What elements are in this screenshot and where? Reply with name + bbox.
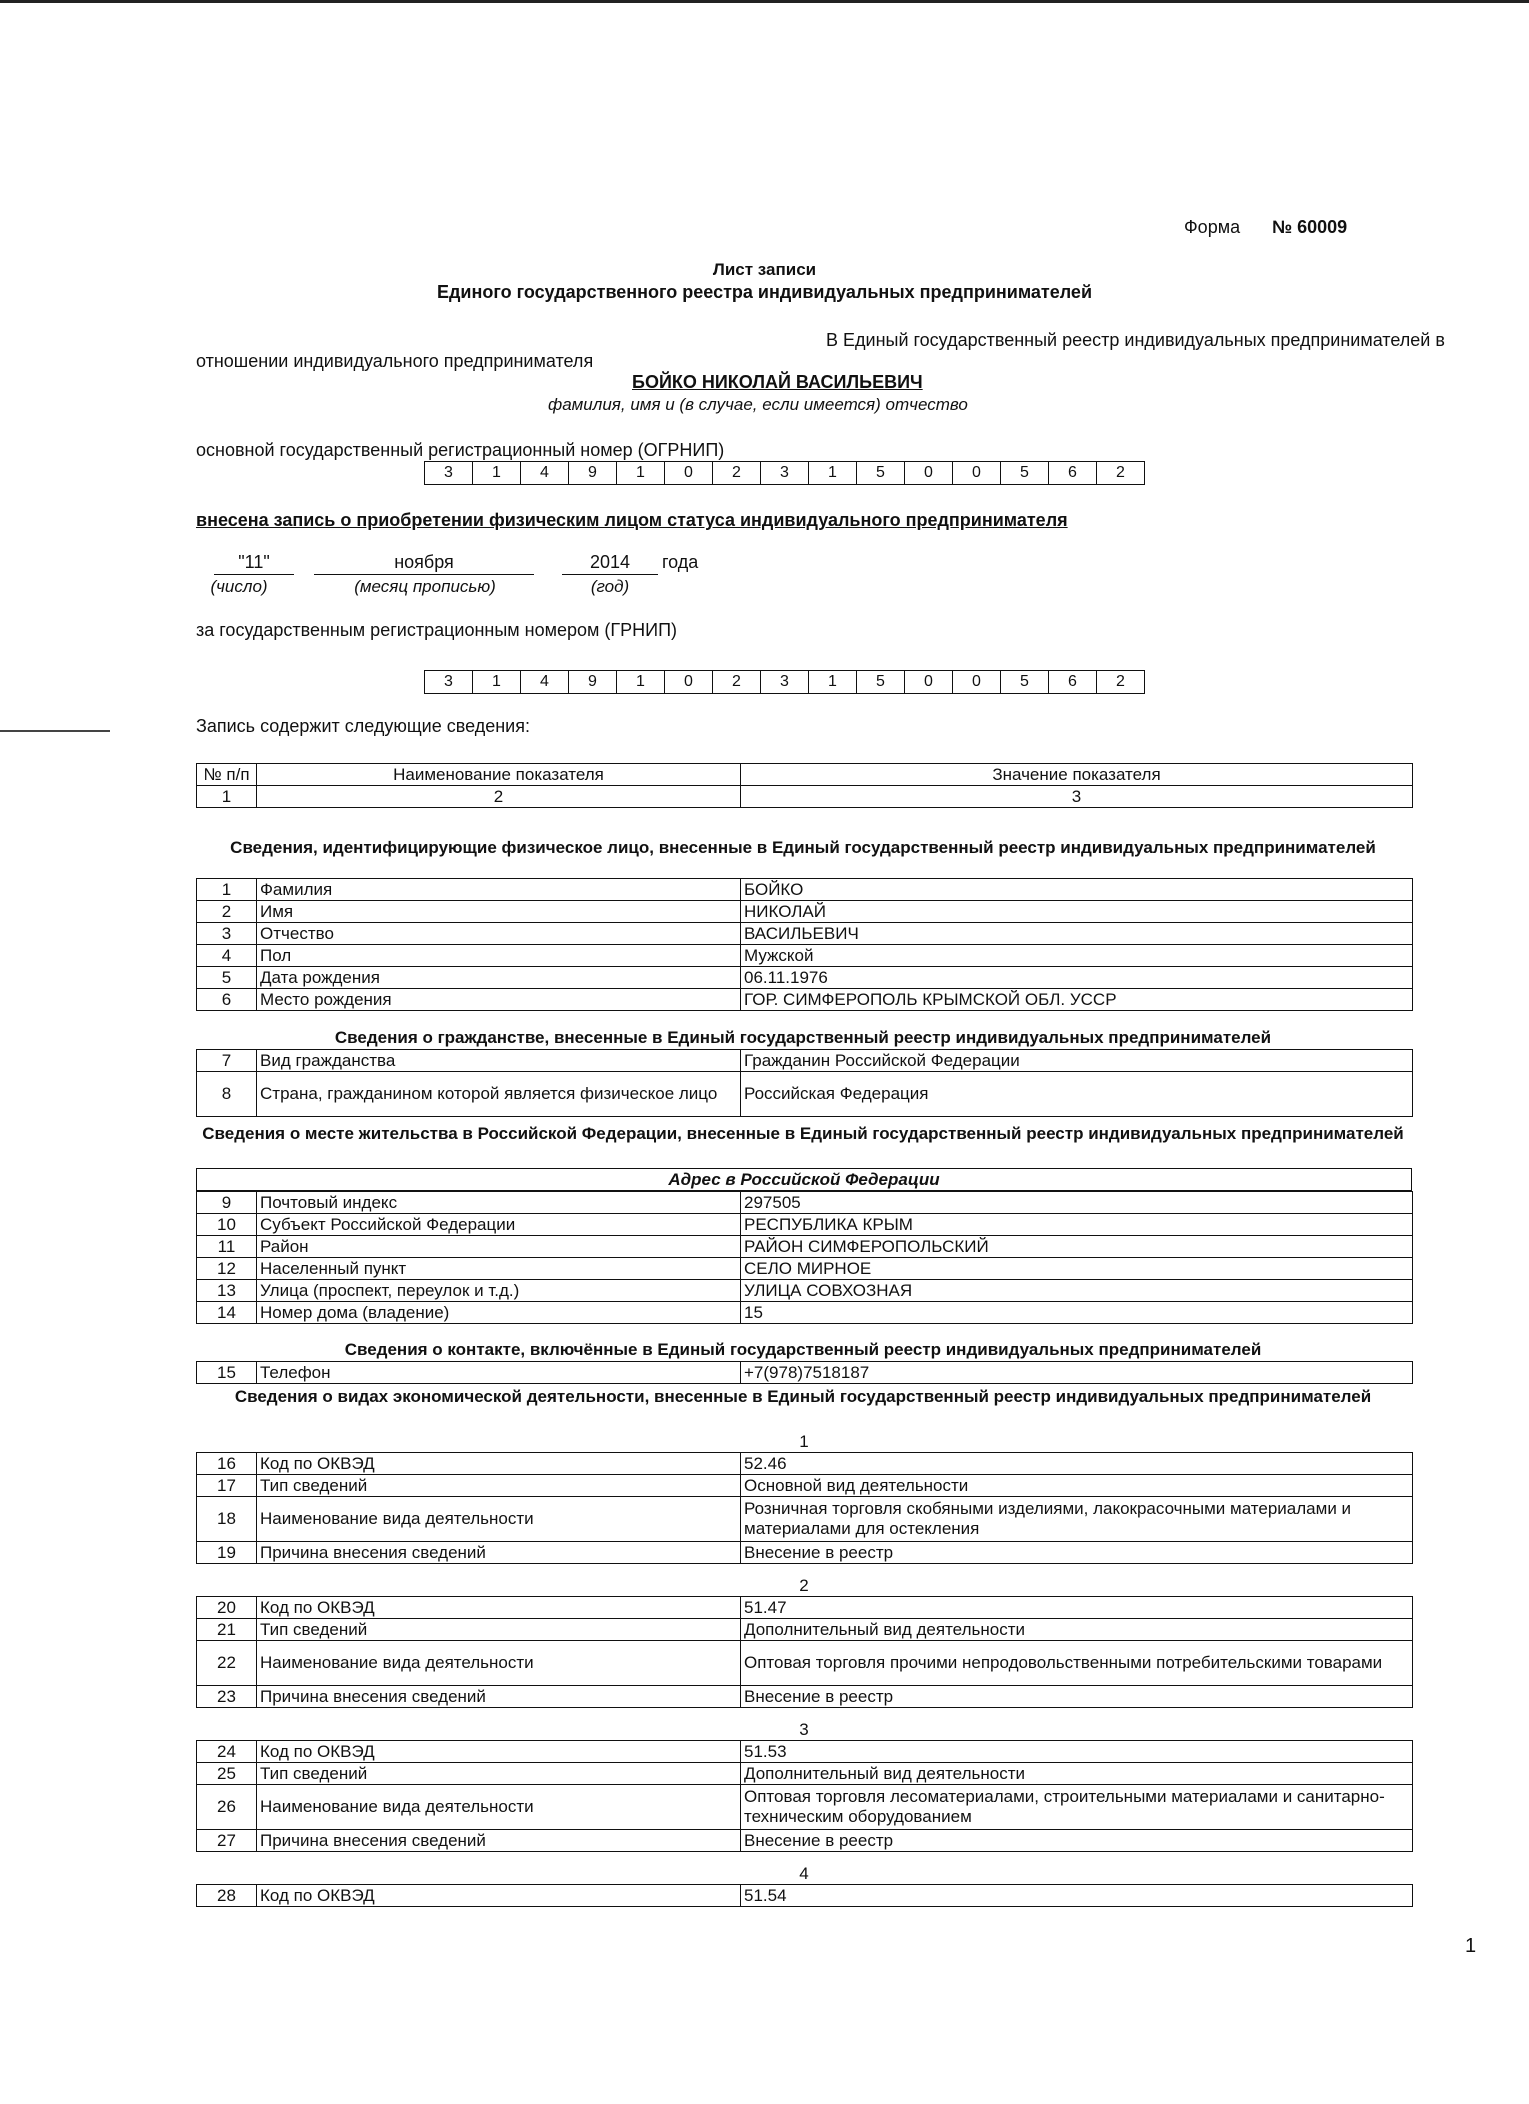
table-row: [197, 879, 1413, 901]
row-label-cell: Тип сведений: [257, 1475, 741, 1497]
date-month: ноября: [314, 552, 534, 575]
row-value-cell: 51.54: [741, 1885, 1413, 1907]
digit-box: 0: [953, 462, 1001, 484]
row-number-cell: 8: [197, 1072, 257, 1117]
digit-box: 4: [521, 671, 569, 693]
digit-box: 9: [569, 671, 617, 693]
activity-table: [196, 1596, 1413, 1708]
scan-edge-top: [0, 0, 1529, 3]
row-label-cell: Дата рождения: [257, 967, 741, 989]
row-label-cell: Код по ОКВЭД: [257, 1741, 741, 1763]
row-number-cell: 10: [197, 1214, 257, 1236]
digit-box: 2: [713, 671, 761, 693]
numbering-cell: 2: [257, 786, 741, 808]
row-value-cell: ВАСИЛЬЕВИЧ: [741, 923, 1413, 945]
contact-table: [196, 1361, 1413, 1384]
row-number-cell: 2: [197, 901, 257, 923]
digit-box: 5: [1001, 671, 1049, 693]
digit-box: 1: [809, 462, 857, 484]
row-number-cell: 21: [197, 1619, 257, 1641]
row-label-cell: Телефон: [257, 1362, 741, 1384]
row-value-cell: Внесение в реестр: [741, 1830, 1413, 1852]
row-label-cell: Улица (проспект, переулок и т.д.): [257, 1280, 741, 1302]
row-label-cell: Номер дома (владение): [257, 1302, 741, 1324]
table-row: [197, 1302, 1413, 1324]
row-number-cell: 1: [197, 879, 257, 901]
table-row: [197, 1686, 1413, 1708]
row-label-cell: Почтовый индекс: [257, 1192, 741, 1214]
row-number-cell: 9: [197, 1192, 257, 1214]
date-month-caption: (месяц прописью): [354, 577, 496, 596]
row-label-cell: Страна, гражданином которой является физическое лицо: [257, 1072, 741, 1117]
digit-box: 0: [665, 671, 713, 693]
row-number-cell: 13: [197, 1280, 257, 1302]
row-label-cell: Код по ОКВЭД: [257, 1885, 741, 1907]
row-label-cell: Причина внесения сведений: [257, 1830, 741, 1852]
person-name-caption: фамилия, имя и (в случае, если имеется) отчество: [548, 395, 968, 414]
table-row: [197, 1236, 1413, 1258]
row-value-cell: 51.47: [741, 1597, 1413, 1619]
digit-box: 0: [665, 462, 713, 484]
row-value-cell: РЕСПУБЛИКА КРЫМ: [741, 1214, 1413, 1236]
document-title: Лист записи: [712, 260, 817, 279]
digit-box: 9: [569, 462, 617, 484]
section-identity-heading: Сведения, идентифицирующие физическое лицо, внесенные в Единый государственный реестр индивидуальных предпринимателей: [230, 838, 1376, 857]
row-label-cell: Пол: [257, 945, 741, 967]
address-subheading: Адрес в Российской Федерации: [197, 1169, 1412, 1191]
row-value-cell: 06.11.1976: [741, 967, 1413, 989]
row-value-cell: СЕЛО МИРНОЕ: [741, 1258, 1413, 1280]
row-value-cell: РАЙОН СИМФЕРОПОЛЬСКИЙ: [741, 1236, 1413, 1258]
digit-box: 3: [425, 671, 473, 693]
row-value-cell: Гражданин Российской Федерации: [741, 1050, 1413, 1072]
row-label-cell: Код по ОКВЭД: [257, 1453, 741, 1475]
digit-box: 2: [1116, 464, 1125, 481]
scan-edge-left: [0, 730, 110, 732]
digit-box: 2: [1116, 673, 1125, 690]
form-label: Форма: [1184, 217, 1241, 237]
digit-box: 0: [905, 671, 953, 693]
row-value-cell: Оптовая торговля прочими непродовольственными потребительскими товарами: [741, 1641, 1413, 1686]
row-label-cell: Населенный пункт: [257, 1258, 741, 1280]
row-number-cell: 27: [197, 1830, 257, 1852]
row-label-cell: Вид гражданства: [257, 1050, 741, 1072]
row-number-cell: 14: [197, 1302, 257, 1324]
row-value-cell: Оптовая торговля лесоматериалами, строительными материалами и санитарно-техническим оборудованием: [741, 1785, 1413, 1830]
row-value-cell: Дополнительный вид деятельности: [741, 1763, 1413, 1785]
row-number-cell: 6: [197, 989, 257, 1011]
date-year-word: года: [662, 552, 699, 572]
ogrnip-digit-boxes: [424, 461, 1145, 485]
table-row: [197, 1280, 1413, 1302]
section-residence-heading: Сведения о месте жительства в Российской Федерации, внесенные в Единый государственный реестр индивидуальных предпринимателей: [202, 1124, 1404, 1143]
row-value-cell: УЛИЦА СОВХОЗНАЯ: [741, 1280, 1413, 1302]
row-value-cell: +7(978)7518187: [741, 1362, 1413, 1384]
activity-table: [196, 1740, 1413, 1852]
row-label-cell: Отчество: [257, 923, 741, 945]
ogrnip-label: основной государственный регистрационный номер (ОГРНИП): [196, 440, 725, 460]
activity-group-label: 1: [799, 1432, 809, 1451]
citizenship-table: [196, 1049, 1413, 1117]
row-label-cell: Тип сведений: [257, 1619, 741, 1641]
activity-group-label: 2: [799, 1576, 809, 1595]
table-row: [197, 1619, 1413, 1641]
row-number-cell: 15: [197, 1362, 257, 1384]
table-row: [197, 1785, 1413, 1830]
table-row: [197, 1072, 1413, 1117]
row-label-cell: Тип сведений: [257, 1763, 741, 1785]
digit-box: 2: [713, 462, 761, 484]
activity-table: [196, 1452, 1413, 1564]
table-row: [197, 1258, 1413, 1280]
row-label-cell: Место рождения: [257, 989, 741, 1011]
row-value-cell: Основной вид деятельности: [741, 1475, 1413, 1497]
activity-group-label: 4: [799, 1864, 809, 1883]
row-value-cell: 297505: [741, 1192, 1413, 1214]
row-value-cell: ГОР. СИМФЕРОПОЛЬ КРЫМСКОЙ ОБЛ. УССР: [741, 989, 1413, 1011]
row-number-cell: 26: [197, 1785, 257, 1830]
row-number-cell: 20: [197, 1597, 257, 1619]
digit-box: 1: [473, 462, 521, 484]
row-number-cell: 16: [197, 1453, 257, 1475]
table-row: [197, 1453, 1413, 1475]
row-value-cell: Внесение в реестр: [741, 1542, 1413, 1564]
identity-table: [196, 878, 1413, 1011]
row-number-cell: 4: [197, 945, 257, 967]
row-number-cell: 24: [197, 1741, 257, 1763]
header-value-cell: Значение показателя: [741, 764, 1413, 786]
page-number: 1: [1465, 1935, 1477, 1957]
header-name-cell: Наименование показателя: [257, 764, 741, 786]
header-table: [196, 763, 1413, 808]
row-value-cell: Мужской: [741, 945, 1413, 967]
row-number-cell: 25: [197, 1763, 257, 1785]
row-label-cell: Район: [257, 1236, 741, 1258]
row-number-cell: 7: [197, 1050, 257, 1072]
grnip-digit-boxes: [424, 670, 1145, 694]
numbering-cell: 1: [197, 786, 257, 808]
digit-box: 5: [1001, 462, 1049, 484]
row-label-cell: Наименование вида деятельности: [257, 1641, 741, 1686]
person-name: БОЙКО НИКОЛАЙ ВАСИЛЬЕВИЧ: [632, 372, 923, 392]
digit-box: 5: [857, 462, 905, 484]
table-row: [197, 901, 1413, 923]
form-number: № 60009: [1272, 217, 1348, 237]
row-number-cell: 22: [197, 1641, 257, 1686]
date-year-caption: (год): [590, 577, 630, 596]
table-header-row: [197, 764, 1413, 786]
document-subtitle: Единого государственного реестра индивидуальных предпринимателей: [436, 282, 1093, 302]
digit-box: 6: [1049, 671, 1097, 693]
row-label-cell: Наименование вида деятельности: [257, 1785, 741, 1830]
digit-box: 6: [1049, 462, 1097, 484]
row-label-cell: Код по ОКВЭД: [257, 1597, 741, 1619]
row-label-cell: Причина внесения сведений: [257, 1542, 741, 1564]
table-row: [197, 1475, 1413, 1497]
table-row: [197, 1885, 1413, 1907]
digit-box: 3: [761, 462, 809, 484]
table-row: [197, 1192, 1413, 1214]
row-number-cell: 3: [197, 923, 257, 945]
digit-box: 4: [521, 462, 569, 484]
row-label-cell: Наименование вида деятельности: [257, 1497, 741, 1542]
digit-box: 1: [617, 462, 665, 484]
row-number-cell: 18: [197, 1497, 257, 1542]
row-value-cell: Розничная торговля скобяными изделиями, лакокрасочными материалами и материалами для остекления: [741, 1497, 1413, 1542]
activity-table: [196, 1884, 1413, 1907]
header-num-cell: № п/п: [197, 764, 257, 786]
contains-statement: Запись содержит следующие сведения:: [196, 716, 530, 736]
section-contact-heading: Сведения о контакте, включённые в Единый государственный реестр индивидуальных предпринимателей: [344, 1340, 1262, 1359]
digit-box: 3: [761, 671, 809, 693]
row-number-cell: 19: [197, 1542, 257, 1564]
table-row: [197, 1497, 1413, 1542]
row-label-cell: Имя: [257, 901, 741, 923]
digit-box: 3: [425, 462, 473, 484]
table-row: [197, 1050, 1413, 1072]
activity-group-label: 3: [799, 1720, 809, 1739]
digit-box: 1: [809, 671, 857, 693]
row-number-cell: 11: [197, 1236, 257, 1258]
date-day-caption: (число): [210, 577, 268, 596]
row-number-cell: 28: [197, 1885, 257, 1907]
row-value-cell: Дополнительный вид деятельности: [741, 1619, 1413, 1641]
table-row: [197, 1830, 1413, 1852]
table-row: [197, 923, 1413, 945]
digit-box: 0: [905, 462, 953, 484]
digit-box: 0: [953, 671, 1001, 693]
row-value-cell: 15: [741, 1302, 1413, 1324]
table-row: [197, 1542, 1413, 1564]
row-value-cell: Внесение в реестр: [741, 1686, 1413, 1708]
row-label-cell: Субъект Российской Федерации: [257, 1214, 741, 1236]
entry-statement: внесена запись о приобретении физическим лицом статуса индивидуального предпринимателя: [196, 510, 1068, 530]
table-row: [197, 1597, 1413, 1619]
table-row: [197, 945, 1413, 967]
row-value-cell: БОЙКО: [741, 879, 1413, 901]
section-citizenship-heading: Сведения о гражданстве, внесенные в Единый государственный реестр индивидуальных предпринимателей: [334, 1028, 1272, 1047]
address-table: [196, 1191, 1413, 1324]
row-number-cell: 17: [197, 1475, 257, 1497]
date-year: 2014: [562, 552, 658, 575]
table-numbering-row: [197, 786, 1413, 808]
row-value-cell: 51.53: [741, 1741, 1413, 1763]
digit-box: 1: [473, 671, 521, 693]
table-row: [197, 967, 1413, 989]
digit-box: 1: [617, 671, 665, 693]
digit-box: 5: [857, 671, 905, 693]
row-number-cell: 23: [197, 1686, 257, 1708]
table-row: [197, 1214, 1413, 1236]
row-number-cell: 12: [197, 1258, 257, 1280]
grnip-label: за государственным регистрационным номером (ГРНИП): [196, 620, 678, 640]
table-row: [197, 1362, 1413, 1384]
row-label-cell: Фамилия: [257, 879, 741, 901]
numbering-cell: 3: [741, 786, 1413, 808]
intro-line-2: отношении индивидуального предпринимателя: [196, 351, 594, 371]
date-day: "11": [214, 552, 294, 575]
row-value-cell: 52.46: [741, 1453, 1413, 1475]
row-number-cell: 5: [197, 967, 257, 989]
intro-line-1: В Единый государственный реестр индивидуальных предпринимателей в: [826, 330, 1445, 350]
table-row: [197, 1763, 1413, 1785]
section-activities-heading: Сведения о видах экономической деятельности, внесенные в Единый государственный реестр индивидуальных предпринимателей: [234, 1387, 1372, 1406]
address-subheading-table: [196, 1168, 1412, 1191]
table-row: [197, 1741, 1413, 1763]
table-row: [197, 1641, 1413, 1686]
row-value-cell: НИКОЛАЙ: [741, 901, 1413, 923]
row-label-cell: Причина внесения сведений: [257, 1686, 741, 1708]
table-row: [197, 989, 1413, 1011]
row-value-cell: Российская Федерация: [741, 1072, 1413, 1117]
